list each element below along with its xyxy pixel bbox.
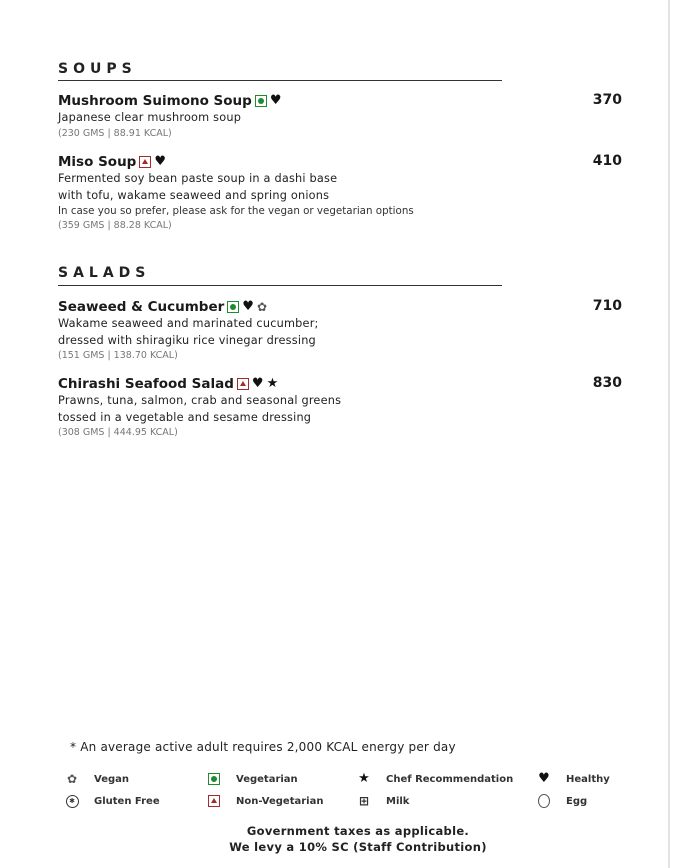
legend-label: Non-Vegetarian <box>236 795 324 807</box>
legend-non-vegetarian <box>206 794 323 808</box>
vegetarian-icon <box>227 301 239 313</box>
legend-gluten-free <box>64 794 160 808</box>
legend-label: Milk <box>386 795 410 807</box>
item-description: dressed with shiragiku rice vinegar dressing <box>58 333 316 347</box>
healthy-heart-icon: ♥ <box>154 154 166 169</box>
legend-label: Chef Recommendation <box>386 773 514 785</box>
legend-label: Vegetarian <box>236 773 298 785</box>
energy-footnote: * An average active adult requires 2,000 KCAL energy per day <box>70 740 456 754</box>
item-description: Fermented soy bean paste soup in a dashi base <box>58 172 338 185</box>
vegan-leaf-icon: ✿ <box>256 300 268 314</box>
legend-vegetarian <box>206 772 298 786</box>
item-description: Wakame seaweed and marinated cucumber; <box>58 317 319 330</box>
gluten-free-icon: ✱ <box>64 794 80 808</box>
vegetarian-icon <box>255 95 267 107</box>
item-description: Japanese clear mushroom soup <box>58 111 242 124</box>
item-calories: (230 GMS | 88.91 KCAL) <box>58 127 172 139</box>
item-calories: (359 GMS | 88.28 KCAL) <box>58 220 172 231</box>
page-edge <box>668 0 670 868</box>
chef-recommendation-star-icon: ★ <box>266 376 279 391</box>
menu-item-mushroom-suimono-soup <box>58 92 622 140</box>
item-price: 410 <box>592 153 622 169</box>
section-title-salads: SALADS <box>58 265 151 281</box>
legend-label: Egg <box>566 795 588 807</box>
menu-item-chirashi-seafood-salad <box>58 375 622 439</box>
chef-recommendation-star-icon: ★ <box>358 771 370 786</box>
legend-label: Vegan <box>94 773 129 785</box>
item-calories: (151 GMS | 138.70 KCAL) <box>58 350 178 361</box>
dietary-legend <box>64 772 624 812</box>
egg-icon <box>536 794 552 808</box>
section-title-soups: SOUPS <box>58 61 137 77</box>
item-description: Prawns, tuna, salmon, crab and seasonal greens <box>58 394 342 407</box>
item-name: Seaweed & Cucumber <box>58 299 225 315</box>
item-price: 830 <box>592 375 622 391</box>
item-calories: (308 GMS | 444.95 KCAL) <box>58 427 178 438</box>
non-vegetarian-icon <box>206 794 222 808</box>
item-price: 710 <box>592 298 622 314</box>
milk-icon: ⊞ <box>358 794 370 808</box>
vegetarian-icon <box>206 772 222 786</box>
service-charge-note: We levy a 10% SC (Staff Contribution) <box>229 840 487 854</box>
item-name: Miso Soup <box>58 154 137 170</box>
taxes-note: Government taxes as applicable. <box>246 824 470 838</box>
vegan-leaf-icon: ✿ <box>66 772 78 786</box>
item-note: In case you so prefer, please ask for the vegan or vegetarian options <box>58 205 414 217</box>
item-description: with tofu, wakame seaweed and spring onions <box>58 188 330 202</box>
legend-chef <box>356 772 513 786</box>
non-vegetarian-icon <box>139 156 151 168</box>
legend-healthy <box>536 772 610 786</box>
section-rule <box>58 80 502 81</box>
legend-label: Gluten Free <box>94 795 160 807</box>
non-vegetarian-icon <box>237 378 249 390</box>
menu-item-seaweed-cucumber <box>58 298 622 362</box>
section-rule <box>58 285 502 286</box>
healthy-heart-icon: ♥ <box>251 376 264 391</box>
healthy-heart-icon: ♥ <box>538 771 550 786</box>
item-name: Mushroom Suimono Soup <box>58 93 252 109</box>
healthy-heart-icon: ♥ <box>242 299 254 314</box>
menu-item-miso-soup <box>58 153 622 232</box>
item-description: tossed in a vegetable and sesame dressing <box>58 410 312 424</box>
item-price: 370 <box>592 92 622 108</box>
legend-label: Healthy <box>566 773 610 785</box>
item-name: Chirashi Seafood Salad <box>58 376 234 392</box>
healthy-heart-icon: ♥ <box>269 93 282 108</box>
legend-vegan <box>64 772 129 786</box>
legend-egg <box>536 794 587 808</box>
legend-milk <box>356 794 409 808</box>
